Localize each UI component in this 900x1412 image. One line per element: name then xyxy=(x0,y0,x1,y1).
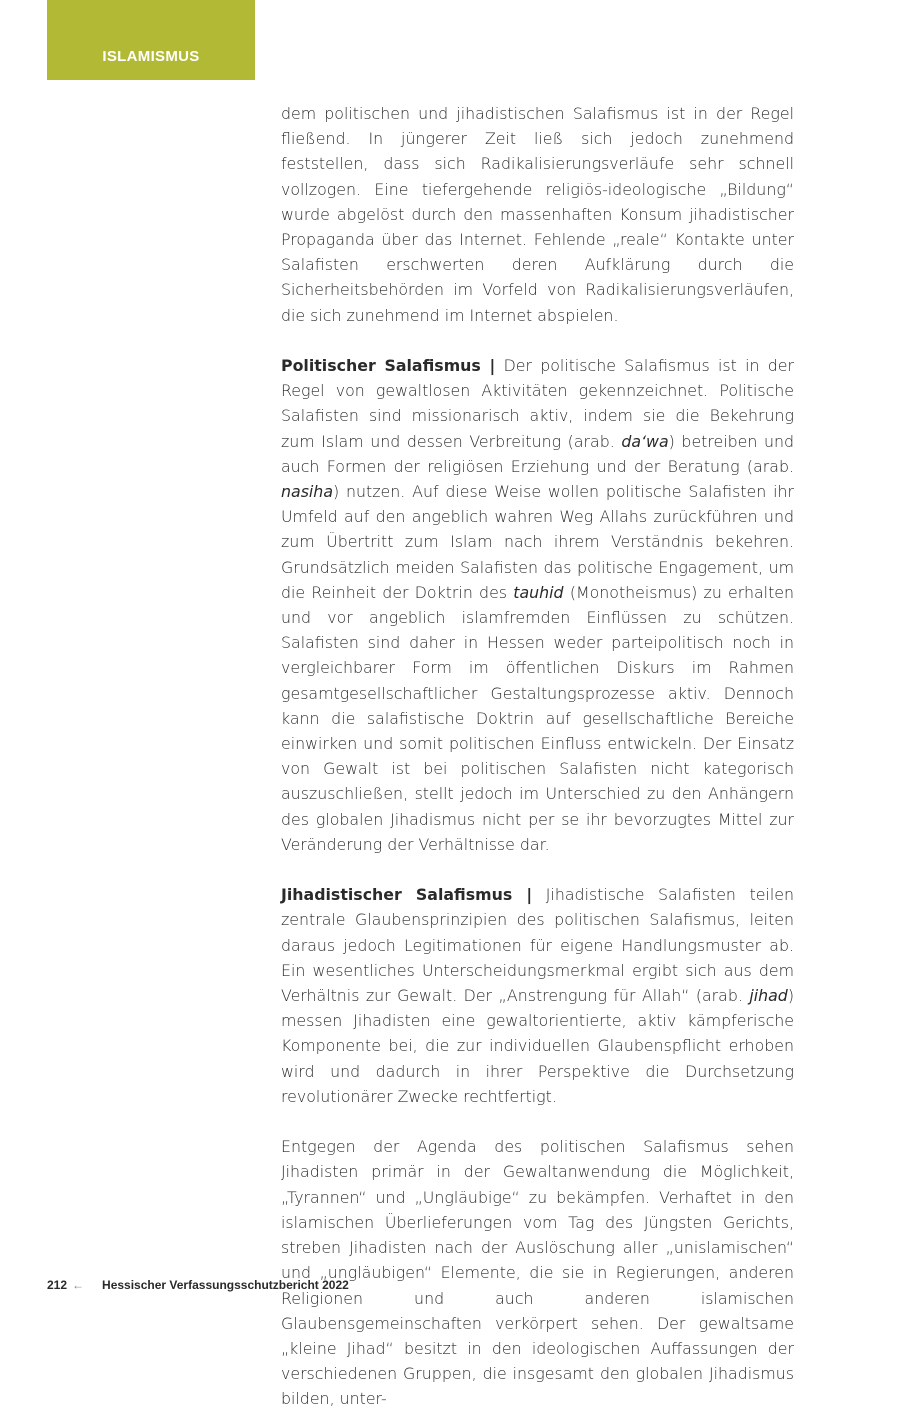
arabic-term: da‘wa xyxy=(621,431,669,451)
paragraph-text: Jihadistische Salafisten teilen zentrale Glaubensprinzipien des politischen Salafismus, leiten daraus jedoch Legitimationen für eigene Handlungsmuster ab. Ein wesentliches Unterscheidungsmerkmal ergibt sich aus dem Verhältnis zur Gewalt. Der „Anstrengung für Allah“ (arab. xyxy=(281,885,794,1006)
paragraph-agenda: Entgegen der Agenda des politischen Salafismus sehen Jihadisten primär in der Gewaltanwendung die Möglichkeit, „Tyrannen“ und „Ungläubige“ zu bekämpfen. Verhaftet in den islamischen Überlieferungen vom Tag des Jüngsten Gerichts, streben Jihadisten nach der Auslöschung aller „unislamischen“ und „ungläubigen“ Elemente, die sie in Regierungen, anderen Religionen und auch anderen islamischen Glaubensgemeinschaften verkörpert sehen. Der gewaltsame „kleine Jihad“ besitzt in den ideologischen Auffassungen der verschiedenen Gruppen, die insgesamt den globalen Jihadismus bilden, unter- xyxy=(281,1137,794,1409)
arabic-term: tauhid xyxy=(513,582,564,602)
paragraph-text: Der politische Salafismus ist in der Regel von gewaltlosen Aktivitäten gekennzeichnet. Politische Salafisten sind missionarisch aktiv, indem sie die Bekehrung zum Islam und dessen Verbreitung (arab. xyxy=(281,356,795,451)
paragraph-text: ) messen Jihadisten eine gewaltorientierte, aktiv kämpferische Komponente bei, die zur individuellen Glaubenspflicht erhoben wird und dadurch in ihrer Perspektive die Durchsetzung revolutionärer Zwecke rechtfertigt. xyxy=(281,986,794,1106)
paragraph-heading: Jihadistischer Salafismus | xyxy=(281,885,533,905)
paragraph-jihadist-salafism xyxy=(281,882,794,1109)
paragraph-intro: dem politischen und jihadistischen Salafismus ist in der Regel fließend. In jüngerer Zeit ließ sich jedoch zunehmend feststellen, dass sich Radikalisierungsverläufe sehr schnell vollzogen. Eine tiefergehende religiös-ideologische „Bildung“ wurde abgelöst durch den massenhaften Konsum jihadistischer Propaganda über das Internet. Fehlende „reale“ Kontakte unter Salafisten erschwerten deren Aufklärung durch die Sicherheitsbehörden im Vorfeld von Radikalisierungsverläufen, die sich zunehmend im Internet abspielen. xyxy=(281,104,794,325)
section-label: ISLAMISMUS xyxy=(102,47,200,65)
page-number: 212 xyxy=(47,1278,68,1292)
paragraph-text: (Monotheismus) zu erhalten und vor angeblich islamfremden Einflüssen zu schützen. Salafisten sind daher in Hessen weder parteipolitisch noch in vergleichbarer Form im öffentlichen Diskurs im Rahmen gesamtgesellschaftlicher Gestaltungsprozesse aktiv. Dennoch kann die salafistische Doktrin auf gesellschaftliche Bereiche einwirken und somit politischen Einfluss entwickeln. Der Einsatz von Gewalt ist bei politischen Salafisten nicht kategorisch auszuschließen, stellt jedoch im Unterschied zu den Anhängern des globalen Jihadismus nicht per se ihr bevorzugtes Mittel zur Veränderung der Verhältnisse dar. xyxy=(281,582,794,854)
paragraph-political-salafism xyxy=(281,353,794,857)
arrow-left-icon: ← xyxy=(72,1278,85,1292)
arabic-term: jihad xyxy=(749,986,788,1006)
page-footer xyxy=(47,1278,349,1292)
report-title: Hessischer Verfassungsschutzbericht 2022 xyxy=(102,1278,349,1292)
paragraph-text: ) betreiben und auch Formen der religiösen Erziehung und der Beratung (arab. xyxy=(281,431,794,476)
arabic-term: nasiha xyxy=(281,482,334,502)
main-text xyxy=(281,101,794,1412)
paragraph-text: ) nutzen. Auf diese Weise wollen politische Salafisten ihr Umfeld auf den angeblich wahren Weg Allahs zurückführen und zum Übertritt zum Islam nach ihrem Verständnis bekehren. Grundsätzlich meiden Salafisten das politische Engagement, um die Reinheit der Doktrin des xyxy=(281,482,794,602)
section-tab xyxy=(47,0,255,80)
paragraph-heading: Politischer Salafismus | xyxy=(281,356,496,376)
